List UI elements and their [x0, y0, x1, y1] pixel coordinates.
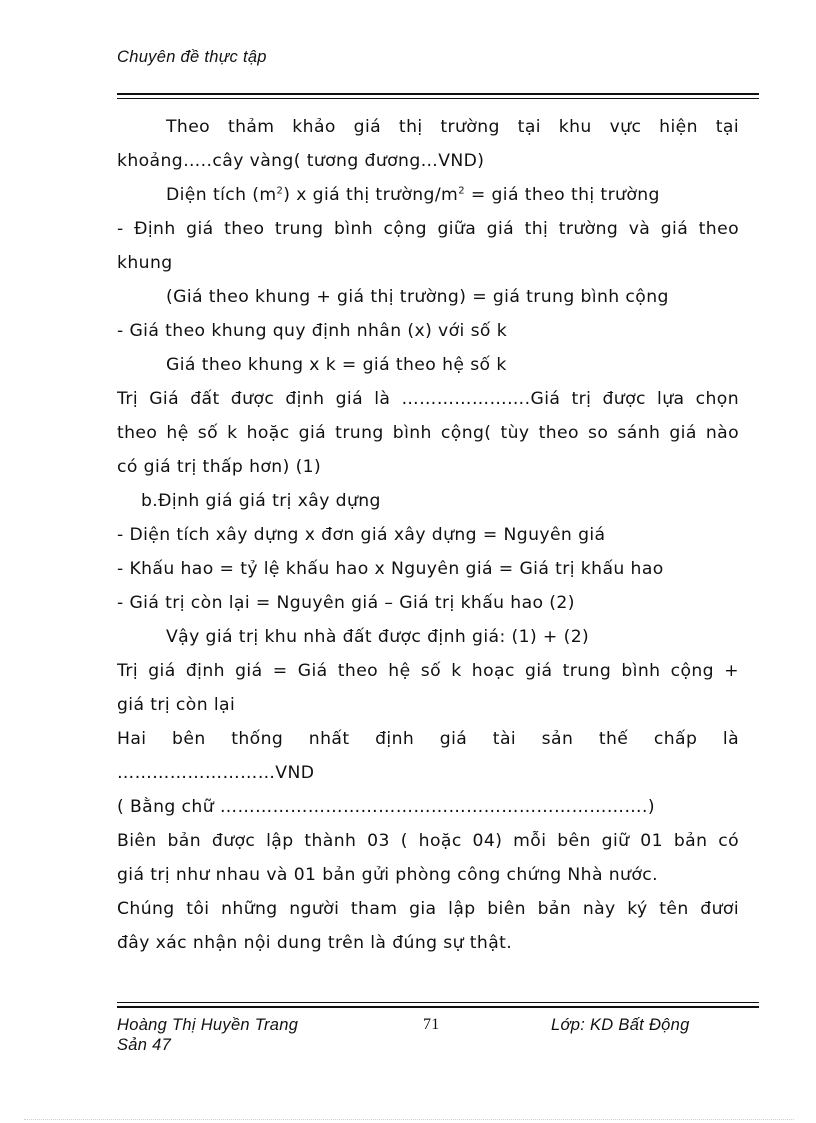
- footer-author: Hoàng Thị Huyền Trang: [117, 1016, 299, 1034]
- header-rule-thin: [117, 98, 759, 99]
- section-heading: b.Định giá giá trị xây dựng: [141, 491, 381, 511]
- superscript: 2: [458, 185, 465, 197]
- footer-rule-thick: [117, 1006, 759, 1008]
- formula-text: Diện tích (m: [166, 185, 277, 205]
- paragraph-line: khung: [117, 253, 173, 273]
- paragraph-line: đây xác nhận nội dung trên là đúng sự thật.: [117, 933, 513, 953]
- paragraph-line: có giá trị thấp hơn) (1): [117, 457, 322, 477]
- paragraph-line: - Giá theo khung quy định nhân (x) với số k: [117, 321, 508, 341]
- document-body: [117, 110, 739, 960]
- formula-text: ) x giá thị trường/m: [283, 185, 459, 205]
- paragraph-line: Hai bên thống nhất định giá tài sản thế chấp là: [117, 729, 739, 749]
- page-bottom-border: [24, 1119, 794, 1120]
- paragraph-line: giá trị còn lại: [117, 695, 236, 715]
- paragraph-line: Biên bản được lập thành 03 ( hoặc 04) mỗi bên giữ 01 bản có: [117, 831, 739, 851]
- paragraph-line: - Giá trị còn lại = Nguyên giá – Giá trị khấu hao (2): [117, 593, 575, 613]
- header-rule-thick: [117, 93, 759, 95]
- formula-line: [117, 178, 739, 212]
- paragraph-line: - Định giá theo trung bình cộng giữa giá thị trường và giá theo: [117, 219, 739, 239]
- formula-text: = giá theo thị trường: [464, 185, 660, 205]
- footer-rule-thin: [117, 1002, 759, 1003]
- superscript: 2: [276, 185, 284, 197]
- paragraph-line: theo hệ số k hoặc giá trung bình cộng( tùy theo so sánh giá nào: [117, 423, 739, 443]
- paragraph-line: - Diện tích xây dựng x đơn giá xây dựng = Nguyên giá: [117, 525, 606, 545]
- paragraph-line: Theo thảm khảo giá thị trường tại khu vực hiện tại: [166, 117, 739, 137]
- paragraph-line: Chúng tôi những người tham gia lập biên bản này ký tên đươi: [117, 899, 739, 919]
- paragraph-line: Trị Giá đất được định giá là ………………….Giá trị được lựa chọn: [117, 389, 739, 409]
- paragraph-line: khoảng…..cây vàng( tương đương…VND): [117, 151, 485, 171]
- formula-line: (Giá theo khung + giá thị trường) = giá trung bình cộng: [166, 287, 669, 307]
- formula-line: Vậy giá trị khu nhà đất được định giá: (1) + (2): [166, 627, 590, 647]
- formula-line: Giá theo khung x k = giá theo hệ số k: [166, 355, 507, 375]
- paragraph-line: ( Bằng chữ ……………………………………………………………….): [117, 797, 655, 817]
- paragraph-line: giá trị như nhau và 01 bản gửi phòng công chứng Nhà nước.: [117, 865, 658, 885]
- footer-class-label: Lớp: KD Bất Động: [551, 1016, 690, 1034]
- page-header-title: Chuyên đề thực tập: [117, 48, 267, 66]
- footer-class-continuation: Sản 47: [117, 1036, 172, 1054]
- paragraph-line: ………………………VND: [117, 763, 315, 783]
- paragraph-line: - Khấu hao = tỷ lệ khấu hao x Nguyên giá = Giá trị khấu hao: [117, 559, 664, 579]
- paragraph-line: Trị giá định giá = Giá theo hệ số k hoạc giá trung bình cộng +: [117, 661, 739, 681]
- page-number: 71: [423, 1016, 440, 1033]
